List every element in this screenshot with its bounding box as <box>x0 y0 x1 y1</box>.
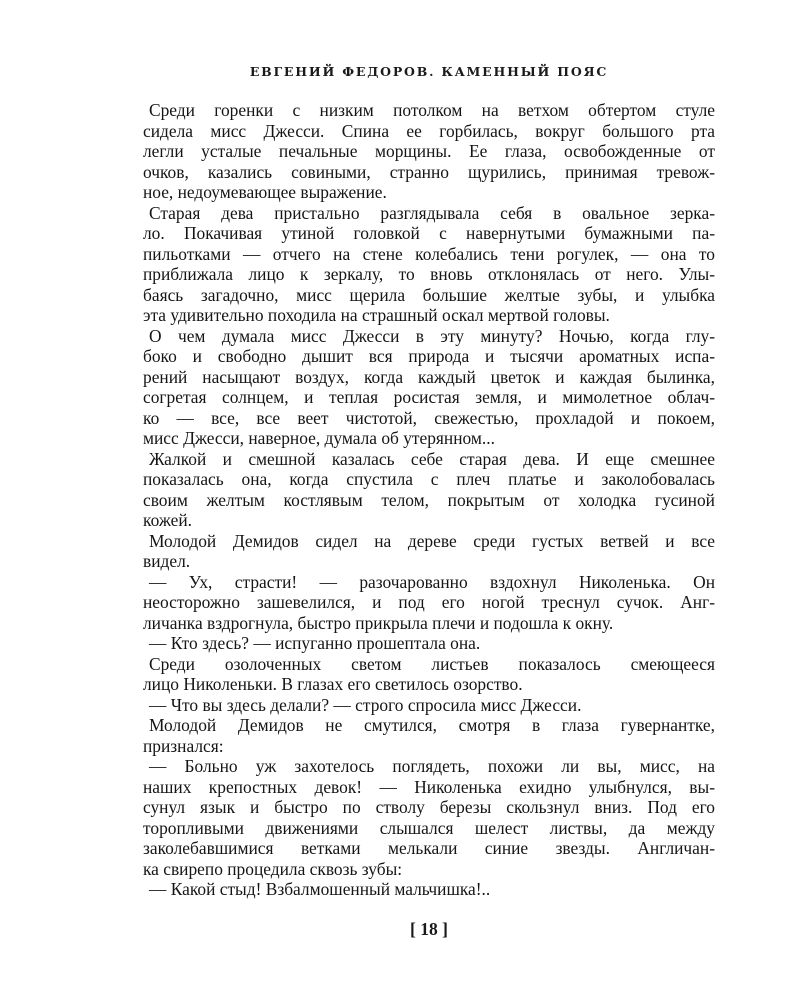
page-number: [ 18 ] <box>410 919 448 939</box>
paragraph <box>143 449 715 531</box>
text-line: неосторожно зашевелился, и под его ногой треснул сучок. Анг- <box>143 592 715 612</box>
text-line: пильотками — отчего на стене колебались тени рогулек, — она то <box>143 243 715 264</box>
text-line: Жалкой и смешной казалась себе старая дева. И еще смешнее <box>149 448 715 469</box>
text-line: — Кто здесь? — испуганно прошептала она. <box>149 633 481 653</box>
text-line: признался: <box>143 735 224 756</box>
text-line: Среди горенки с низким потолком на ветхом обтертом стуле <box>149 100 715 120</box>
text-line: очков, казались совиными, странно щурились, принимая тревож- <box>143 161 715 182</box>
text-line: лицо Николеньки. В глазах его светилось озорство. <box>143 674 523 694</box>
text-line: мисс Джесси, наверное, думала об утерянном... <box>143 428 495 448</box>
paragraph <box>143 633 715 654</box>
text-line: видел. <box>143 551 191 571</box>
text-line: — Ух, страсти! — разочарованно вздохнул Николенька. Он <box>149 571 715 592</box>
paragraph <box>143 572 715 634</box>
text-line: наших крепостных девок! — Николенька ехидно улыбнулся, вы- <box>143 776 715 797</box>
text-line: баясь загадочно, мисс щерила большие желтые зубы, и улыбка <box>143 284 715 305</box>
text-line: рений насыщают воздух, когда каждый цветок и каждая былинка, <box>143 366 715 387</box>
text-line: легли усталые печальные морщины. Ее глаза, освобожденные от <box>143 141 715 161</box>
text-line: сунул язык и быстро по стволу березы скользнул вниз. Под его <box>143 797 715 817</box>
text-line: личанка вздрогнула, быстро прикрыла плечи и подошла к окну. <box>143 612 614 633</box>
text-line: — Больно уж захотелось поглядеть, похожи ли вы, мисс, на <box>149 756 715 776</box>
running-header: ЕВГЕНИЙ ФЕДОРОВ. КАМЕННЫЙ ПОЯС <box>249 64 609 79</box>
paragraph <box>143 531 715 572</box>
text-line: ное, недоумевающее выражение. <box>143 182 387 202</box>
text-body <box>143 100 715 900</box>
text-line: ко — все, все веет чистотой, свежестью, прохладой и покоем, <box>143 407 715 428</box>
paragraph <box>143 715 715 756</box>
text-line: О чем думала мисс Джесси в эту минуту? Ночью, когда глу- <box>149 325 715 346</box>
text-line: сидела мисс Джесси. Спина ее горбилась, вокруг большого рта <box>143 120 715 141</box>
text-line: Старая дева пристально разглядывала себя в овальное зерка- <box>149 202 715 223</box>
paragraph <box>143 326 715 449</box>
paragraph <box>143 695 715 716</box>
paragraph <box>143 756 715 879</box>
text-line: согретая солнцем, и теплая росистая земля, и мимолетное облач- <box>143 387 715 407</box>
paragraph <box>143 879 715 900</box>
paragraph <box>143 654 715 695</box>
paragraph <box>143 203 715 326</box>
text-line: Молодой Демидов сидел на дереве среди густых ветвей и все <box>149 530 715 551</box>
text-line: — Какой стыд! Взбалмошенный мальчишка!.. <box>149 879 491 899</box>
text-line: ка свирепо процедила сквозь зубы: <box>143 858 403 879</box>
text-line: заколебавшимися ветками мелькали синие звезды. Англичан- <box>143 838 715 858</box>
text-line: боко и свободно дышит вся природа и тысячи ароматных испа- <box>143 346 715 366</box>
text-line: кожей. <box>143 510 192 530</box>
text-line: показалась она, когда спустила с плеч платье и заколобовалась <box>143 469 715 489</box>
paragraph <box>143 100 715 203</box>
text-line: Среди озолоченных светом листьев показалось смеющееся <box>149 653 715 674</box>
text-line: — Что вы здесь делали? — строго спросила мисс Джесси. <box>149 694 582 715</box>
text-line: ло. Покачивая утиной головкой с навернутыми бумажными па- <box>143 223 715 243</box>
text-line: Молодой Демидов не смутился, смотря в глаза гувернантке, <box>149 715 715 735</box>
text-line: эта удивительно походила на страшный оскал мертвой головы. <box>143 305 610 325</box>
text-line: торопливыми движениями слышался шелест листвы, да между <box>143 817 715 838</box>
text-line: приближала лицо к зеркалу, то вновь отклонялась от него. Улы- <box>143 264 715 284</box>
text-line: своим желтым костлявым телом, покрытым от холодка гусиной <box>143 489 715 510</box>
